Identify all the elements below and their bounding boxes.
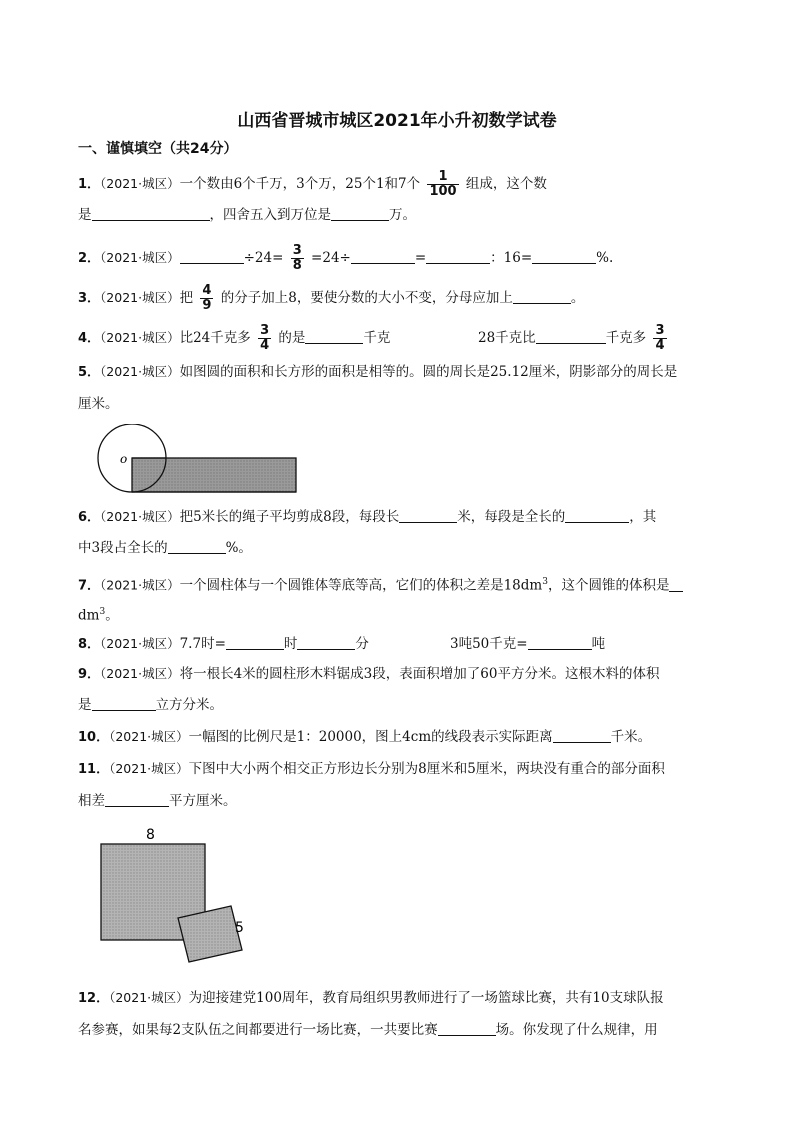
question-4-part-2: 28千克比 千克多 $\frac{3}{4}$ — [478, 323, 665, 353]
fraction: $\frac{4}{9}$ — [202, 283, 212, 313]
question-1-line-1: 1．（2021·城区）一个数由6个千万，3个万，25个1和7个 $\frac{1}{100}$ 组成，这个数 — [78, 169, 547, 199]
answer-blank[interactable] — [553, 728, 611, 743]
question-2: 2．（2021·城区） ÷24= $\frac{3}{8}$ =24÷ = ：16= %. — [78, 243, 614, 273]
answer-blank[interactable] — [536, 329, 606, 344]
answer-blank[interactable] — [92, 696, 156, 711]
answer-blank[interactable] — [528, 635, 592, 650]
question-source: （2021·城区） — [100, 176, 180, 191]
answer-blank[interactable] — [565, 508, 629, 523]
answer-blank[interactable] — [438, 1021, 496, 1036]
question-12-line-1: 12．（2021·城区）为迎接建党100周年，教育局组织男教师进行了一场篮球比赛，共有10支球队报 — [78, 990, 664, 1006]
question-1-line-2: 是 ，四舍五入到万位是 万。 — [78, 207, 416, 223]
question-6-line-1: 6．（2021·城区）把5米长的绳子平均剪成8段，每段长 米，每段是全长的 ，其 — [78, 509, 657, 525]
question-11-line-2: 相差 平方厘米。 — [78, 793, 237, 809]
page-title: 山西省晋城市城区2021年小升初数学试卷 — [237, 111, 557, 131]
question-11-line-1: 11．（2021·城区）下图中大小两个相交正方形边长分别为8厘米和5厘米，两块没有重合的部分面积 — [78, 761, 665, 777]
question-9-line-2: 是 立方分米。 — [78, 697, 223, 713]
question-7-line-2: $dm^3$。 — [78, 607, 119, 624]
intersecting-squares-figure — [94, 824, 264, 964]
question-9-line-1: 9．（2021·城区）将一根长4米的圆柱形木料锯成3段，表面积增加了60平方分米。这根木料的体积 — [78, 666, 660, 682]
answer-blank[interactable] — [168, 539, 226, 554]
question-number: 1． — [78, 177, 101, 192]
circle-rectangle-figure — [90, 424, 300, 500]
big-square-label: 8 — [146, 827, 155, 843]
center-label: o — [120, 452, 128, 466]
question-3: 3．（2021·城区）把 $\frac{4}{9}$ 的分子加上8，要使分数的大小不变，分母应加上 。 — [78, 283, 585, 313]
answer-blank[interactable] — [226, 635, 284, 650]
answer-blank[interactable] — [399, 508, 457, 523]
question-12-line-2: 名参赛，如果每2支队伍之间都要进行一场比赛，一共要比赛 场。你发现了什么规律，用 — [78, 1022, 658, 1038]
answer-blank[interactable] — [305, 329, 363, 344]
answer-blank[interactable] — [331, 206, 389, 221]
question-5-line-2: 厘米。 — [78, 396, 119, 412]
answer-blank[interactable] — [513, 289, 571, 304]
section-heading: 一、谨慎填空（共24分） — [78, 141, 238, 157]
question-4: 4．（2021·城区）比24千克多 $\frac{3}{4}$ 的是 千克 — [78, 323, 391, 353]
fraction: $\frac{1}{100}$ — [429, 169, 457, 199]
answer-blank[interactable] — [297, 635, 355, 650]
answer-blank[interactable] — [351, 249, 415, 264]
answer-blank[interactable] — [426, 249, 490, 264]
answer-blank[interactable] — [92, 206, 210, 221]
small-square-label: 5 — [235, 920, 244, 936]
fraction: $\frac{3}{4}$ — [655, 323, 665, 353]
question-10: 10．（2021·城区）一幅图的比例尺是1：20000，图上4cm的线段表示实际距离 千米。 — [78, 729, 652, 745]
answer-blank[interactable] — [105, 792, 169, 807]
answer-blank[interactable] — [532, 249, 596, 264]
answer-blank[interactable] — [669, 577, 683, 592]
question-8: 8．（2021·城区）7.7时= 时 分 — [78, 636, 369, 652]
question-7-line-1: 7．（2021·城区）一个圆柱体与一个圆锥体等底等高，它们的体积之差是$18dm^3$，这个圆锥的体积是 — [78, 572, 683, 597]
fraction: $\frac{3}{8}$ — [292, 243, 302, 273]
question-8-part-2: 3吨50千克= 吨 — [450, 636, 606, 652]
question-5-line-1: 5．（2021·城区）如图圆的面积和长方形的面积是相等的。圆的周长是25.12厘米，阴影部分的周长是 — [78, 364, 678, 380]
question-6-line-2: 中3段占全长的 %。 — [78, 540, 252, 556]
answer-blank[interactable] — [180, 249, 244, 264]
fraction: $\frac{3}{4}$ — [260, 323, 270, 353]
